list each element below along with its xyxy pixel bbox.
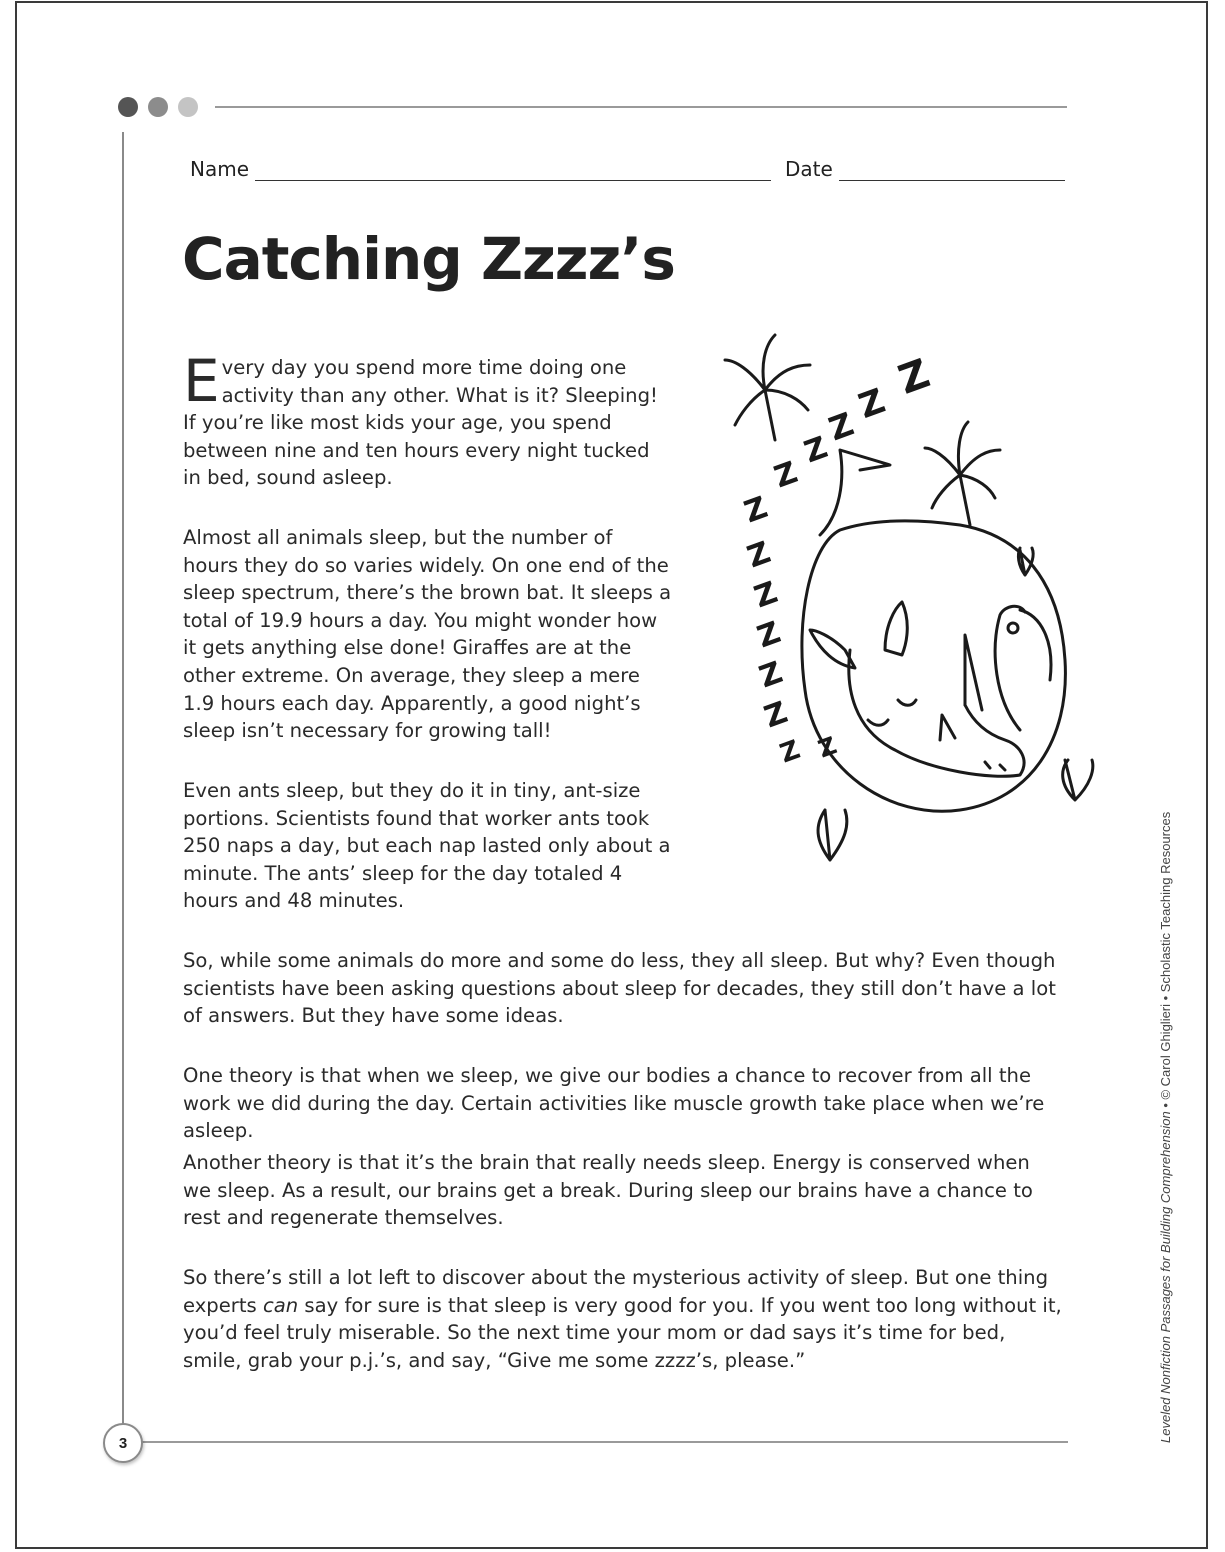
paragraph-1-text: very day you spend more time doing one activity than any other. What is it? Sleeping! If you’re like most kids your age, you spend between nine and ten hours every night tucked in bed, sound asleep. [183, 356, 658, 490]
z-letter: Z [749, 575, 783, 616]
paragraph-3: Even ants sleep, but they do it in tiny, ant-size portions. Scientists found that worker ants took 250 naps a day, but each nap lasted only about a minute. The ants’ sleep for the day totaled 4 hours and 48 minutes. [183, 779, 671, 913]
paragraph-7-before: So there’s still a lot left to discover about the mysterious activity of sleep. But one thing experts [183, 1266, 1049, 1317]
header-dot-3 [178, 97, 198, 117]
z-letter: Z [739, 490, 773, 531]
paragraph-7-after: say for sure is that sleep is very good for you. If you went too long without it, you’d feel truly miserable. So the next time your mom or dad says it’s time for bed, smile, grab your p.j.’s, and say, “Give me some zzzz’s, please.” [183, 1293, 1062, 1372]
paragraph-6: Another theory is that it’s the brain that really needs sleep. Energy is conserved when we sleep. As a result, our brains get a break. During sleep our brains have a chance to rest and regenerate themselves. [183, 1151, 1033, 1230]
page-title: Catching Zzzz’s [182, 225, 675, 293]
header-dots [118, 97, 198, 117]
date-label: Date [785, 157, 833, 181]
z-letter: Z [752, 615, 786, 656]
header-dot-1 [118, 97, 138, 117]
bottom-rule [140, 1441, 1068, 1443]
paragraph-2: Almost all animals sleep, but the number of hours they do so varies widely. On one end of the sleep spectrum, there’s the brown bat. It sleeps a total of 19.9 hours a day. You might wonder how it gets anything else done! Giraffes are at the other extreme. On average, they sleep a mere 1.9 hours each day. Apparently, a good night’s sleep isn’t necessary for growing tall! [183, 526, 672, 743]
z-letter: Z [823, 404, 859, 449]
header-dot-2 [148, 97, 168, 117]
z-letter: Z [759, 695, 793, 736]
paragraph-7 [183, 1264, 1063, 1374]
name-blank[interactable] [255, 160, 771, 181]
date-blank[interactable] [839, 160, 1065, 181]
z-letter: Z [742, 535, 776, 576]
sleeping-rhino-icon [720, 330, 1110, 875]
z-letter: Z [769, 455, 803, 496]
paragraph-4: So, while some animals do more and some do less, they all sleep. But why? Even though scientists have been asking questions about sleep for decades, they still don’t have a lot of answers. But they have some ideas. [183, 949, 1056, 1028]
z-letter: Z [814, 731, 841, 764]
side-credit [1158, 812, 1173, 1443]
z-letter: Z [776, 734, 805, 770]
name-date-line [190, 157, 1068, 181]
credit-rest: • © Carol Ghiglieri • Scholastic Teaching Resources [1158, 811, 1173, 1112]
top-rule [215, 106, 1067, 108]
z-letter: Z [799, 430, 833, 471]
left-rule [122, 132, 124, 1428]
z-letter: Z [853, 380, 891, 427]
credit-title: Leveled Nonfiction Passages for Building Comprehension [1158, 1111, 1173, 1443]
drop-cap: E [183, 347, 220, 415]
name-label: Name [190, 157, 250, 181]
paragraph-5: One theory is that when we sleep, we give our bodies a chance to recover from all the work we did during the day. Certain activities like muscle growth take place when we’re asleep. [183, 1064, 1045, 1143]
z-letter: Z [754, 655, 788, 696]
paragraph-7-emphasis: can [262, 1293, 299, 1317]
z-letter: Z [892, 350, 936, 404]
page-number: 3 [103, 1423, 143, 1463]
paragraph-1 [183, 347, 673, 492]
